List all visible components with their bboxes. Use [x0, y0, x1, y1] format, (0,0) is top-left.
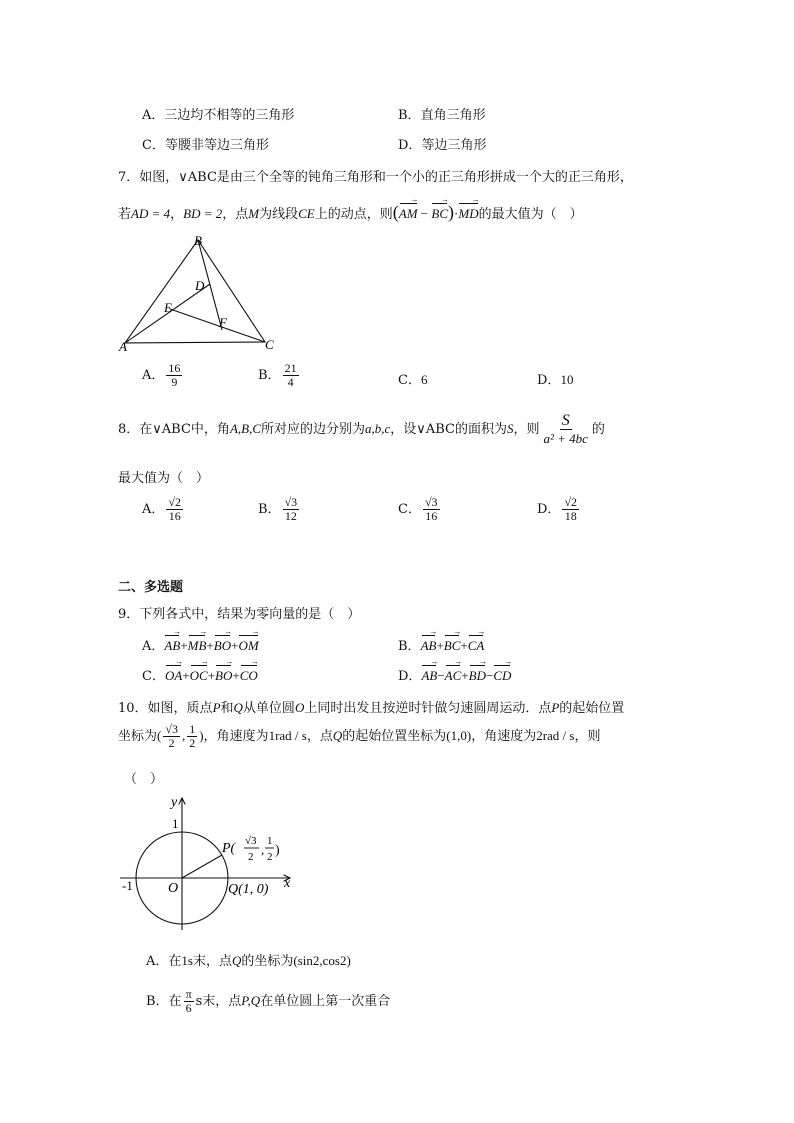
numerator: S — [561, 412, 570, 429]
stem-text: 坐标为 — [118, 729, 158, 744]
stem-text: 的起始位置坐标为 — [342, 729, 447, 744]
numerator: √2 — [168, 495, 181, 509]
q10-option-b — [146, 988, 390, 1015]
option-text: 在单位圆上第一次重合 — [260, 994, 391, 1009]
option-text: 等腰非等边三角形 — [164, 138, 269, 153]
numerator: √3 — [424, 495, 438, 509]
denominator: a² + 4bc — [543, 431, 588, 446]
stem-text: 如图，质点 — [147, 701, 213, 716]
stem-text: 为线段 — [259, 207, 299, 222]
vector: OC → — [190, 668, 208, 684]
tick-label-neg1: -1 — [122, 878, 133, 893]
paren-left: ( — [392, 202, 399, 222]
q8-stem-line1 — [118, 412, 605, 447]
p-close-paren: ) — [275, 843, 280, 858]
option-text: 三边均不相等的三角形 — [164, 108, 295, 123]
p-frac1-den: 2 — [248, 851, 254, 863]
option-letter: C． — [398, 373, 421, 388]
operator: + — [436, 638, 444, 653]
fraction — [166, 362, 182, 389]
q7-option-c — [398, 369, 427, 388]
q7-option-d — [537, 369, 573, 388]
stem-text: ，角速度为 — [471, 729, 537, 744]
time: 1s — [181, 953, 193, 968]
stem-text: 如图，∨ABC是由三个全等的钝角三角形和一个小的正三角形拼成一个大的正三角形， — [139, 170, 633, 185]
fraction — [184, 988, 194, 1015]
math-abc: A,B,C — [229, 421, 261, 436]
fraction — [562, 496, 579, 523]
math-p: P — [551, 700, 560, 715]
option-letter: A． — [142, 502, 165, 517]
q7-option-a — [142, 362, 184, 389]
q9-option-a — [142, 635, 259, 654]
vector: AB → — [164, 638, 180, 654]
option-text: 直角三角形 — [420, 108, 486, 123]
math-m: M — [248, 206, 260, 221]
speed-p: 1rad / s — [268, 728, 307, 743]
vector: BC → — [444, 638, 461, 654]
math-pq: P,Q — [241, 993, 261, 1008]
q6-option-d — [398, 134, 486, 153]
radius-op — [182, 855, 222, 878]
stem-text: 若 — [118, 207, 132, 222]
option-letter: A． — [142, 368, 165, 383]
vector-bc: BC → — [431, 206, 448, 222]
stem-text: 上的动点，则 — [314, 207, 393, 222]
option-letter: D． — [537, 502, 561, 517]
option-letter: B． — [258, 368, 281, 383]
operator: + — [207, 668, 216, 683]
q8-option-d — [537, 496, 581, 523]
stem-text: ，点 — [306, 729, 333, 744]
math-q: Q — [332, 728, 343, 743]
fraction — [283, 362, 299, 389]
numerator: 21 — [284, 361, 297, 375]
axis-label-x: x — [284, 876, 291, 891]
fraction — [166, 496, 183, 523]
q10-option-a — [146, 950, 351, 969]
speed-q: 2rad / s — [536, 728, 575, 743]
denominator: 18 — [564, 509, 577, 523]
option-text: s末，点 — [195, 994, 242, 1009]
q6-option-a — [142, 104, 294, 123]
q8-option-c — [398, 496, 442, 523]
numerator: √3 — [284, 495, 298, 509]
q9-option-d — [398, 665, 511, 684]
label-a: A — [119, 339, 127, 354]
label-e: E — [164, 300, 172, 315]
math-q: Q — [233, 700, 243, 715]
vector: OA → — [165, 668, 182, 684]
label-b: B — [194, 233, 202, 248]
q7-stem-line2: 若AD = 4，BD = 2，点M为线段CE上的动点，则(AM → − BC →)·MD →的最大值为（ ） — [118, 202, 583, 223]
option-text: B．在 — [146, 994, 182, 1009]
question-number: 9． — [118, 607, 140, 622]
p-frac1-num: √3 — [245, 835, 257, 847]
option-letter: B． — [398, 108, 421, 123]
denominator: 12 — [284, 509, 297, 523]
q8-option-b — [258, 496, 301, 523]
numerator: √3 — [165, 722, 178, 736]
fraction — [163, 723, 180, 750]
option-letter: C． — [142, 138, 165, 153]
option-letter: C． — [142, 669, 165, 684]
math-s: S — [506, 421, 514, 436]
math-p: P — [212, 700, 221, 715]
label-f: F — [219, 315, 227, 330]
fraction — [283, 496, 300, 523]
point-q-label: Q(1, 0) — [228, 882, 269, 897]
fraction — [423, 496, 440, 523]
numerator: 1 — [189, 722, 196, 736]
option-letter: A． — [142, 108, 165, 123]
fraction — [541, 412, 589, 447]
math-sides: a,b,c — [365, 421, 391, 436]
option-letter: D． — [398, 669, 422, 684]
vector: AC → — [445, 668, 462, 684]
stem-text: ，点 — [222, 207, 249, 222]
q6-option-c — [142, 134, 269, 153]
option-letter: B． — [398, 639, 421, 654]
question-number: 8． — [118, 422, 140, 437]
axis-label-y: y — [171, 795, 178, 810]
q8-option-a — [142, 496, 185, 523]
option-text: 末，点 — [192, 954, 232, 969]
q10-stem-line2: 坐标为( $\frac{√3}{2}$ , $\frac{1}{2}$ )，角速度为1rad / s，点Q的起始位置坐标为(1,0)，角速度为2rad / s，则 — [118, 722, 601, 750]
stem-text: ，则 — [513, 422, 540, 437]
stem-text: ，设∨ABC的面积为 — [390, 422, 507, 437]
operator: + — [460, 638, 468, 653]
vector: CO → — [240, 668, 258, 684]
option-text: 6 — [420, 372, 428, 387]
q10-stem-line3: （ ） — [124, 772, 164, 787]
vector: CA → — [468, 638, 485, 654]
numerator: 16 — [168, 361, 181, 375]
stem-text: 所对应的边分别为 — [261, 422, 366, 437]
label-c: C — [265, 337, 274, 352]
start-q: (1,0) — [446, 728, 472, 743]
q7-option-b — [258, 362, 301, 389]
question-number: 10． — [118, 701, 148, 716]
q7-triangle-figure — [112, 230, 287, 355]
operator: + — [182, 668, 190, 683]
denominator: 16 — [168, 509, 181, 523]
vector: CD → — [493, 668, 511, 684]
option-letter: B． — [258, 502, 281, 517]
stem-text: 的 — [591, 422, 605, 437]
paren-right: ) — [448, 202, 455, 222]
stem-text: 下列各式中，结果为零向量的是（ ） — [139, 607, 361, 622]
option-letter: A． — [142, 639, 165, 654]
vector: AB → — [421, 668, 437, 684]
numerator: √2 — [564, 495, 578, 509]
stem-text: 的最大值为（ ） — [478, 207, 583, 222]
denominator: 2 — [189, 736, 196, 750]
denominator: 2 — [168, 736, 175, 750]
option-letter: D． — [398, 138, 422, 153]
q6-option-b — [398, 104, 486, 123]
denominator: 4 — [287, 375, 294, 389]
math-bd: BD = 2 — [183, 206, 223, 221]
stem-text: 上同时出发且按逆时针做匀速圆周运动．点 — [304, 701, 552, 716]
math-ad: AD = 4 — [131, 206, 171, 221]
math-o: O — [294, 700, 305, 715]
numerator: π — [185, 987, 192, 1001]
vector: AB → — [421, 638, 437, 654]
operator: − — [485, 668, 494, 683]
q7-stem-line1 — [118, 166, 633, 185]
p-comma: , — [261, 842, 265, 857]
stem-text: ，则 — [574, 729, 601, 744]
vector: BO → — [215, 668, 232, 684]
p-frac2-den: 2 — [267, 851, 273, 863]
stem-text: ，角速度为 — [203, 729, 269, 744]
operator: + — [206, 638, 214, 653]
stem-text: 的起始位置 — [559, 701, 625, 716]
point-p-label: P( — [222, 841, 236, 856]
label-d: D — [195, 278, 205, 293]
math-q: Q — [231, 953, 242, 968]
denominator: 9 — [171, 375, 178, 389]
q9-stem — [118, 603, 360, 622]
operator: + — [232, 668, 240, 683]
operator: − — [437, 668, 445, 683]
option-text: 10 — [560, 372, 574, 387]
question-number: 7． — [118, 170, 140, 185]
stem-text: 和 — [220, 701, 234, 716]
coordinate: (sin2,cos2) — [293, 953, 351, 968]
option-letter: D． — [537, 373, 561, 388]
vector: BO → — [214, 638, 231, 654]
stem-text: 在∨ABC中，角 — [139, 422, 230, 437]
operator: + — [461, 668, 469, 683]
operator: + — [180, 638, 188, 653]
p-frac2-num: 1 — [267, 835, 273, 847]
q9-option-c — [142, 665, 258, 684]
q8-stem-line2: 最大值为（ ） — [118, 471, 210, 486]
fraction — [187, 723, 197, 750]
option-text: A．在 — [146, 954, 182, 969]
denominator: 6 — [185, 1001, 192, 1015]
option-text: 的坐标为 — [241, 954, 294, 969]
vector: BD → — [469, 668, 486, 684]
stem-text: 从单位圆 — [242, 701, 295, 716]
q10-unit-circle-figure — [112, 790, 302, 935]
vector-am: AM → — [399, 206, 418, 222]
vector-md: MD → — [458, 206, 478, 222]
option-letter: C． — [398, 502, 421, 517]
denominator: 16 — [425, 509, 438, 523]
origin-label: O — [168, 881, 179, 896]
vector: OM → — [238, 638, 258, 654]
tick-label-1: 1 — [172, 816, 179, 831]
vector: MB → — [188, 638, 207, 654]
section-title: 二、多选题 — [118, 580, 184, 595]
math-ce: CE — [298, 206, 315, 221]
q9-option-b — [398, 635, 484, 654]
operator: + — [231, 638, 239, 653]
option-text: 等边三角形 — [421, 138, 487, 153]
q10-stem-line1 — [118, 697, 624, 716]
